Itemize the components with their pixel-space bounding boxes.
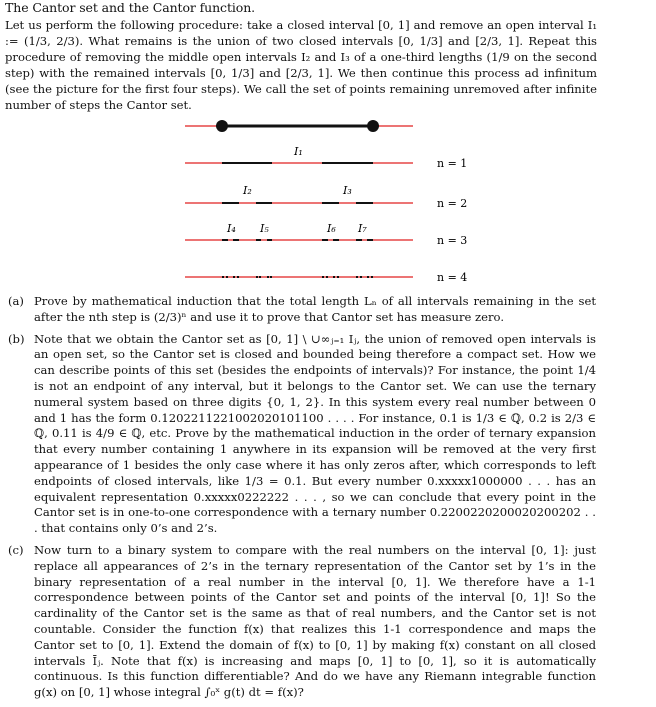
item-a: [8, 294, 596, 326]
step-label-n2: n = 2: [437, 197, 468, 210]
intro-paragraph: Let us perform the following procedure: take a closed interval [0, 1] and remove an open interval I₁ := (1/3, 2/3). What remains is the union of two closed intervals [0, 1/3] and [2/3, 1]. Repeat this procedure of removing the middle open intervals I₂ and I₃ of a one-third lengths (1/9 on the second step) with the remained intervals [0, 1/3] and [2/3, 1]. We then continue this process ad infinitum (see the picture for the first four steps). We call the set of points remaining unremoved after infinite number of steps the Cantor set.: [5, 18, 597, 112]
step-label-n3: n = 3: [437, 234, 468, 247]
interval-label-I7: I₇: [358, 222, 367, 235]
item-b-label: (b): [8, 331, 25, 346]
item-a-label: (a): [8, 294, 24, 308]
item-c: [8, 543, 596, 701]
item-a-text: Prove by mathematical induction that the total length Lₙ of all intervals remaining in the set after the nth step is (2/3)ⁿ and use it to prove that Cantor set has measure zero.: [34, 294, 596, 324]
document-title: The Cantor set and the Cantor function.: [5, 0, 256, 15]
item-c-text: Now turn to a binary system to compare with the real numbers on the interval [0, 1]: just replace all appearances of 2’s in the ternary representation of the Cantor set by 1’s in the binary representation of a real number in the interval [0, 1]. We therefore have a 1-1 correspondence between points of the Cantor set and points of the interval [0, 1]! So the cardinality of the Cantor set is the same as that of real numbers, and the Cantor set is not countable. Consider the function f(x) that realizes this 1-1 correspondence and maps the Cantor set to [0, 1]. Extend the domain of f(x) to [0, 1] by making f(x) constant on all closed intervals Īⱼ. Note that f(x) is increasing and maps [0, 1] to [0, 1], so it is automatically continuous. Is this function differentiable? And do we have any Riemann integrable function g(x) on [0, 1] whose integral ∫₀ˣ g(t) dt = f(x)?: [34, 542, 596, 700]
item-c-label: (c): [8, 542, 24, 557]
interval-label-I5: I₅: [260, 222, 269, 235]
interval-label-I1: I₁: [294, 145, 303, 158]
cantor-figure: [0, 112, 656, 292]
step-label-n1: n = 1: [437, 157, 468, 170]
interval-label-I2: I₂: [243, 184, 252, 197]
exercise-items: [8, 294, 596, 707]
interval-label-I6: I₆: [327, 222, 336, 235]
interval-label-I4: I₄: [227, 222, 236, 235]
item-b-text: Note that we obtain the Cantor set as [0, 1] \ ∪∞ⱼ₌₁ Iⱼ, the union of removed open intervals is an open set, so the Cantor set is closed and bounded being therefore a compact set. How we can describe points of this set (besides the endpoints of intervals)? For instance, the point 1/4 is not an endpoint of any interval, but it belongs to the Cantor set. We can use the ternary numeral system based on three digits {0, 1, 2}. In this system every real number between 0 and 1 has the form 0.1202211221002020101100 . . . . For instance, 0.1 is 1/3 ∈ ℚ, 0.2 is 2/3 ∈ ℚ, 0.11 is 4/9 ∈ ℚ, etc. Prove by the mathematical induction in the order of ternary expansion that every number containing 1 anywhere in its expansion will be removed at the very first appearance of 1 besides the only case where it has only zeros after, which corresponds to left endpoints of closed intervals, like 1/3 = 0.1. But every number 0.xxxxx1000000 . . . has an equivalent representation 0.xxxxx0222222 . . . , so we can conclude that every point in the Cantor set is in one-to-one correspondence with a ternary number 0.2200220200020200202 . . . that contains only 0’s and 2’s.: [34, 331, 596, 536]
step0-left-endpoint: [216, 120, 228, 132]
interval-label-I3: I₃: [343, 184, 352, 197]
item-b: [8, 332, 596, 537]
step0-right-endpoint: [367, 120, 379, 132]
step-label-n4: n = 4: [437, 271, 468, 284]
